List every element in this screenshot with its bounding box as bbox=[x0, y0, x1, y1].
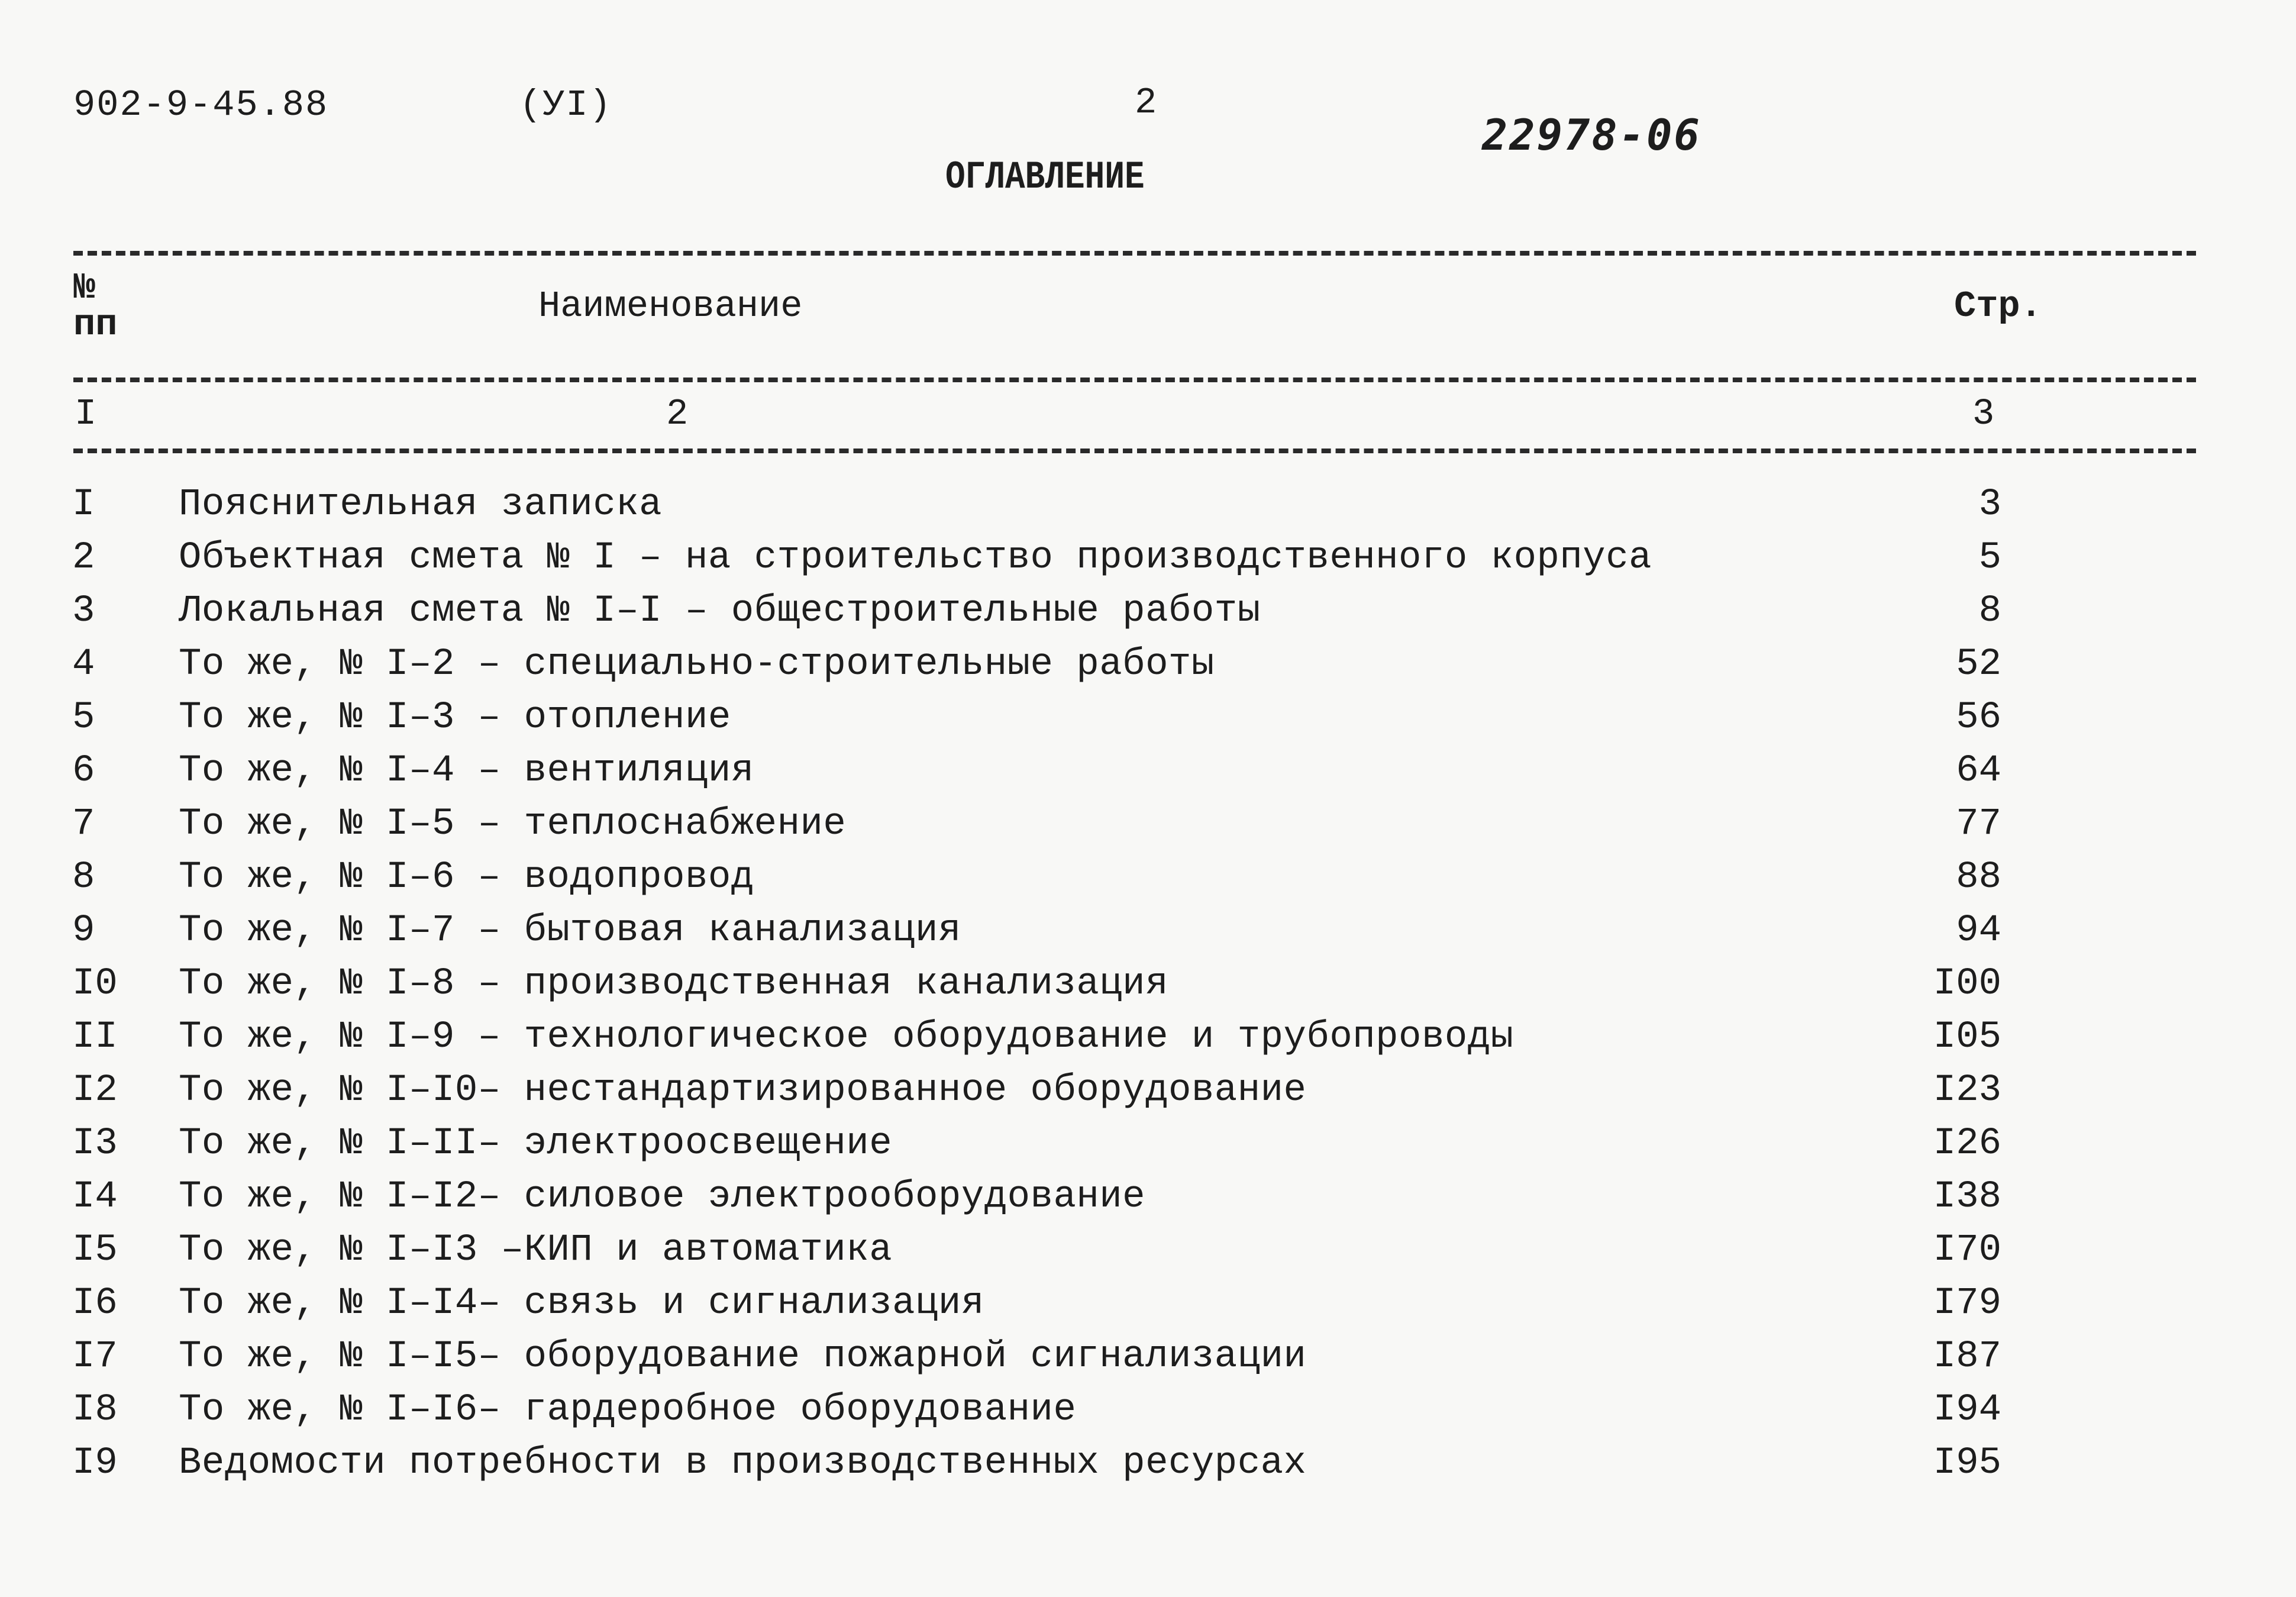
document-code: 902-9-45.88 bbox=[73, 84, 329, 126]
row-number: I4 bbox=[72, 1176, 118, 1218]
row-number: I9 bbox=[72, 1442, 118, 1485]
table-row bbox=[0, 537, 2296, 590]
row-number: 6 bbox=[72, 750, 95, 792]
row-page: I26 bbox=[1933, 1122, 2001, 1165]
row-number: I2 bbox=[72, 1069, 118, 1112]
row-page: 56 bbox=[1956, 696, 2001, 739]
row-page: I05 bbox=[1933, 1016, 2001, 1059]
row-number: I bbox=[72, 483, 95, 526]
row-page: 77 bbox=[1956, 803, 2001, 846]
row-number: 4 bbox=[72, 643, 95, 686]
column-header-page: Стр. bbox=[1954, 285, 2042, 327]
table-row bbox=[0, 1229, 2296, 1282]
row-title: То же, № I–3 – отопление bbox=[179, 696, 731, 739]
column-number-2: 2 bbox=[666, 393, 689, 435]
page-title: ОГЛАВЛЕНИЕ bbox=[945, 155, 1145, 199]
row-title: То же, № I–II– электроосвещение bbox=[179, 1122, 893, 1165]
row-number: 7 bbox=[72, 803, 95, 846]
sheet-part-label: (УI) bbox=[519, 84, 612, 126]
column-number-1: I bbox=[75, 393, 97, 435]
row-title: То же, № I–6 – водопровод bbox=[179, 856, 754, 899]
table-row bbox=[0, 1069, 2296, 1122]
row-page: 88 bbox=[1956, 856, 2001, 899]
row-page: 64 bbox=[1956, 750, 2001, 792]
table-row bbox=[0, 1389, 2296, 1442]
row-number: I5 bbox=[72, 1229, 118, 1272]
row-title: Пояснительная записка bbox=[179, 483, 663, 526]
row-page: I23 bbox=[1933, 1069, 2001, 1112]
row-title: То же, № I–I2– силовое электрооборудование bbox=[179, 1176, 1146, 1218]
row-title: То же, № I–4 – вентиляция bbox=[179, 750, 754, 792]
stamp-number: 22978-06 bbox=[1482, 110, 1701, 160]
row-page: 8 bbox=[1978, 590, 2001, 633]
row-title: То же, № I–I4– связь и сигнализация bbox=[179, 1282, 984, 1325]
row-title: То же, № I–I5– оборудование пожарной сигнализации bbox=[179, 1335, 1307, 1378]
table-row bbox=[0, 483, 2296, 537]
row-page: 52 bbox=[1956, 643, 2001, 686]
row-title: Локальная смета № I–I – общестроительные работы bbox=[179, 590, 1261, 633]
row-number: 3 bbox=[72, 590, 95, 633]
row-number: I7 bbox=[72, 1335, 118, 1378]
row-page: 5 bbox=[1978, 537, 2001, 579]
table-row bbox=[0, 750, 2296, 803]
table-row bbox=[0, 963, 2296, 1016]
row-title: То же, № I–I0– нестандартизированное оборудование bbox=[179, 1069, 1307, 1112]
page-number: 2 bbox=[1135, 82, 1158, 124]
table-row bbox=[0, 803, 2296, 856]
row-title: Объектная смета № I – на строительство производственного корпуса bbox=[179, 537, 1652, 579]
row-page: I38 bbox=[1933, 1176, 2001, 1218]
row-number: 8 bbox=[72, 856, 95, 899]
row-page: I79 bbox=[1933, 1282, 2001, 1325]
row-number: I8 bbox=[72, 1389, 118, 1431]
row-title: То же, № I–I3 –КИП и автоматика bbox=[179, 1229, 893, 1272]
row-number: II bbox=[72, 1016, 118, 1059]
row-title: То же, № I–8 – производственная канализация bbox=[179, 963, 1168, 1005]
table-row bbox=[0, 643, 2296, 696]
column-header-number: № пп bbox=[73, 267, 118, 346]
row-page: I70 bbox=[1933, 1229, 2001, 1272]
table-row bbox=[0, 1122, 2296, 1176]
row-page: I87 bbox=[1933, 1335, 2001, 1378]
column-number-3: 3 bbox=[1972, 393, 1995, 435]
row-page: 3 bbox=[1978, 483, 2001, 526]
table-row bbox=[0, 856, 2296, 909]
table-row bbox=[0, 1282, 2296, 1335]
row-title: То же, № I–2 – специально-строительные работы bbox=[179, 643, 1215, 686]
row-title: То же, № I–7 – бытовая канализация bbox=[179, 909, 961, 952]
table-row bbox=[0, 909, 2296, 963]
row-page: 94 bbox=[1956, 909, 2001, 952]
row-number: 5 bbox=[72, 696, 95, 739]
table-row bbox=[0, 1016, 2296, 1069]
table-row bbox=[0, 1335, 2296, 1389]
row-number: 9 bbox=[72, 909, 95, 952]
row-page: I95 bbox=[1933, 1442, 2001, 1485]
row-number: 2 bbox=[72, 537, 95, 579]
row-number: I3 bbox=[72, 1122, 118, 1165]
table-row bbox=[0, 1442, 2296, 1495]
row-title: Ведомости потребности в производственных ресурсах bbox=[179, 1442, 1307, 1485]
column-header-name: Наименование bbox=[538, 285, 803, 327]
row-title: То же, № I–5 – теплоснабжение bbox=[179, 803, 847, 846]
table-row bbox=[0, 1176, 2296, 1229]
row-title: То же, № I–9 – технологическое оборудование и трубопроводы bbox=[179, 1016, 1514, 1059]
table-row bbox=[0, 590, 2296, 643]
row-title: То же, № I–I6– гардеробное оборудование bbox=[179, 1389, 1077, 1431]
row-page: I94 bbox=[1933, 1389, 2001, 1431]
row-number: I6 bbox=[72, 1282, 118, 1325]
table-row bbox=[0, 696, 2296, 750]
row-page: I00 bbox=[1933, 963, 2001, 1005]
row-number: I0 bbox=[72, 963, 118, 1005]
